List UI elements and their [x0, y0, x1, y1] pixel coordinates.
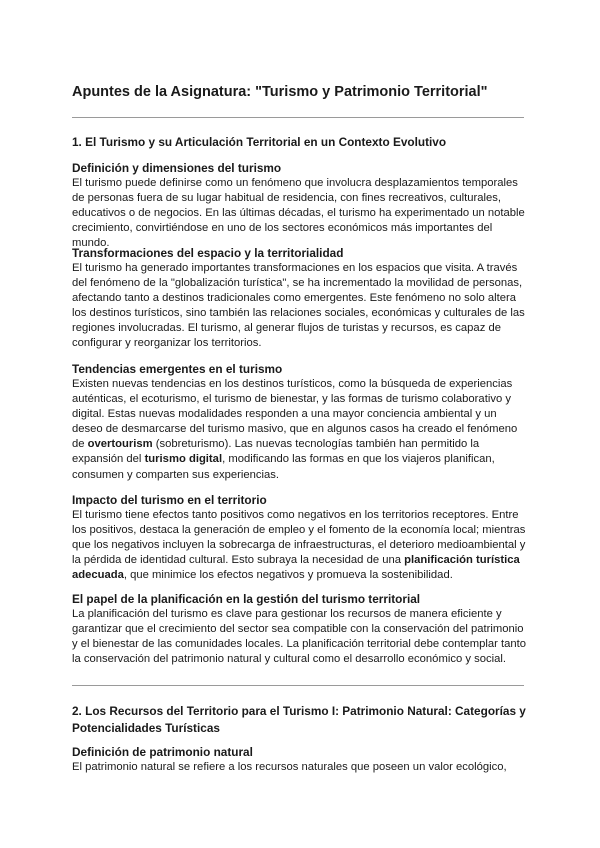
section-heading-2: 2. Los Recursos del Territorio para el Turismo I: Patrimonio Natural: Categorías y Potencialidades Turísticas: [72, 704, 526, 735]
paragraph: El turismo ha generado importantes transformaciones en los espacios que visita. A través del fenómeno de la "globalización turística", se ha incrementado la movilidad de personas, afectando tanto a destinos tradicionales como emergentes. Este fenómeno no solo altera los destinos turísticos, sino también las relaciones sociales, económicas y culturales de las regiones involucradas. El turismo, al generar flujos de turistas y recursos, es capaz de configurar y reorganizar los territorios.: [72, 262, 525, 350]
paragraph-text: , modificando las formas en que los viajeros planifican, consumen y comparten sus experiencias.: [72, 453, 495, 481]
paragraph: El turismo puede definirse como un fenómeno que involucra desplazamientos temporales de personas fuera de su lugar habitual de residencia, con fines recreativos, culturales, educativos o de negocios. En las últimas décadas, el turismo ha experimentado un notable crecimiento, convirtiéndose en uno de los sectores económicos más importantes del mundo.: [72, 177, 525, 250]
section-heading-1: 1. El Turismo y su Articulación Territorial en un Contexto Evolutivo: [72, 135, 447, 149]
subsection-heading: Transformaciones del espacio y la territorialidad: [72, 246, 344, 260]
paragraph: [72, 377, 528, 483]
paragraph: La planificación del turismo es clave para gestionar los recursos de manera eficiente y garantizar que el crecimiento del sector sea compatible con la conservación del patrimonio y el bienestar de las comunidades locales. La planificación territorial debe contemplar tanto la conservación del patrimonio natural y cultural como el desarrollo económico y social.: [72, 608, 527, 666]
subsection-heading: Impacto del turismo en el territorio: [72, 493, 267, 507]
emphasis-term: planificación turística adecuada: [72, 554, 520, 582]
subsection-heading: Definición de patrimonio natural: [72, 745, 253, 759]
emphasis-term: turismo digital: [144, 453, 223, 466]
paragraph-text: , que minimice los efectos negativos y promueva la sostenibilidad.: [123, 569, 453, 582]
emphasis-term: overtourism: [87, 438, 153, 451]
section-divider: [72, 685, 524, 686]
subsection-heading: Tendencias emergentes en el turismo: [72, 362, 283, 376]
paragraph: [72, 508, 528, 583]
subsection-heading: Definición y dimensiones del turismo: [72, 161, 282, 175]
paragraph-text: El turismo tiene efectos tanto positivos como negativos en los territorios receptores. Entre los positivos, destaca la generación de empleo y el fomento de la economía local; mientras que los negativos incluyen la sobrecarga de infraestructuras, el deterioro medioambiental y la pérdida de identidad cultural. Esto subraya la necesidad de una: [72, 509, 526, 567]
document-title: Apuntes de la Asignatura: "Turismo y Patrimonio Territorial": [72, 84, 488, 100]
paragraph-text: (sobreturismo). Las nuevas tecnologías también han permitido la expansión del: [72, 438, 480, 466]
subsection-heading: El papel de la planificación en la gestión del turismo territorial: [72, 592, 421, 606]
paragraph: El patrimonio natural se refiere a los recursos naturales que poseen un valor ecológico,: [72, 761, 507, 773]
section-divider: [72, 117, 524, 118]
paragraph-text: Existen nuevas tendencias en los destinos turísticos, como la búsqueda de experiencias auténticas, el ecoturismo, el turismo de bienestar, y las formas de turismo colaborativo y digital. Estas nuevas modalidades responden a una mayor conciencia ambiental y un deseo de desmarcarse del turismo masivo, que en algunos casos ha creado el fenómeno de: [72, 378, 518, 451]
